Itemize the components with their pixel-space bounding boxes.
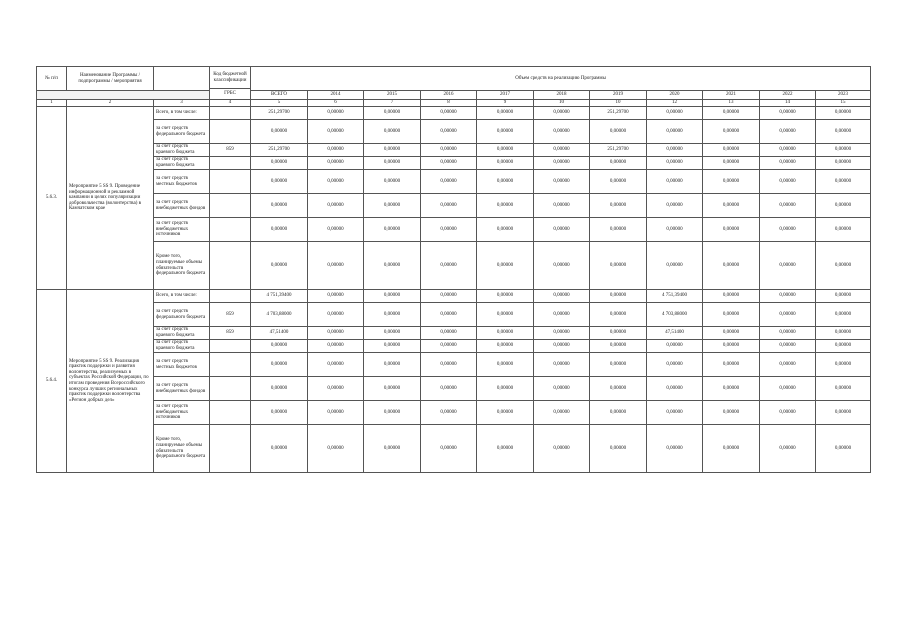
table-row [37,107,871,120]
year-value: 0,00000 [647,144,703,157]
year-value: 0,00000 [590,353,647,377]
year-value: 0,00000 [308,218,364,242]
year-value: 0,00000 [590,290,647,303]
funding-source: Кроме того, планируемые объемы обязательств федерального бюджета [154,425,210,473]
year-value: 0,00000 [308,144,364,157]
header-year: 2015 [364,91,421,100]
total-value: 4 703,88000 [251,303,308,327]
header-total: ВСЕГО [251,91,308,100]
year-value: 0,00000 [421,194,477,218]
year-value: 0,00000 [534,144,590,157]
year-value: 0,00000 [421,340,477,353]
year-value: 0,00000 [703,157,760,170]
total-value: 0,00000 [251,157,308,170]
year-value: 0,00000 [421,425,477,473]
year-value: 0,00000 [421,377,477,401]
header-year: 2021 [703,91,760,100]
year-value: 0,00000 [477,303,534,327]
year-value: 0,00000 [816,120,871,144]
table-row [37,425,871,473]
year-value: 0,00000 [816,303,871,327]
year-value: 0,00000 [590,377,647,401]
total-value: 251,29700 [251,144,308,157]
year-value: 0,00000 [703,340,760,353]
year-value: 0,00000 [364,157,421,170]
year-value: 0,00000 [816,425,871,473]
year-value: 0,00000 [760,340,816,353]
year-value: 0,00000 [760,377,816,401]
column-number: 8 [421,100,477,107]
grbs-code [210,107,251,120]
funding-source: за счет средств внебюджетных источников [154,218,210,242]
year-value: 0,00000 [534,170,590,194]
grbs-code [210,157,251,170]
year-value: 0,00000 [647,425,703,473]
year-value: 0,00000 [477,327,534,340]
year-value: 0,00000 [477,425,534,473]
year-value: 0,00000 [816,353,871,377]
funding-source: за счет средств местных бюджетов [154,170,210,194]
year-value: 0,00000 [760,401,816,425]
column-number: 12 [647,100,703,107]
year-value: 0,00000 [534,340,590,353]
year-value: 0,00000 [703,290,760,303]
column-number: 7 [364,100,421,107]
year-value: 0,00000 [308,425,364,473]
year-value: 0,00000 [477,120,534,144]
year-value: 0,00000 [760,353,816,377]
year-value: 0,00000 [647,194,703,218]
year-value: 0,00000 [308,327,364,340]
year-value: 0,00000 [816,340,871,353]
year-value: 0,00000 [760,170,816,194]
header-year: 2014 [308,91,364,100]
year-value: 0,00000 [477,377,534,401]
header-year: 2017 [477,91,534,100]
year-value: 0,00000 [477,218,534,242]
year-value: 0,00000 [364,327,421,340]
year-value: 0,00000 [703,218,760,242]
year-value: 0,00000 [703,242,760,290]
year-value: 0,00000 [590,425,647,473]
total-value: 0,00000 [251,218,308,242]
header-year: 2018 [534,91,590,100]
year-value: 0,00000 [760,242,816,290]
year-value: 0,00000 [308,194,364,218]
year-value: 0,00000 [421,107,477,120]
year-value: 0,00000 [534,157,590,170]
total-value: 0,00000 [251,425,308,473]
table-row [37,303,871,327]
year-value: 0,00000 [816,194,871,218]
year-value: 0,00000 [816,327,871,340]
total-value: 0,00000 [251,120,308,144]
header-year: 2020 [647,91,703,100]
year-value: 0,00000 [534,290,590,303]
header-grbs: ГРБС [210,89,251,100]
year-value: 0,00000 [647,377,703,401]
year-value: 0,00000 [421,353,477,377]
header-year: 2019 [590,91,647,100]
header-year: 2022 [760,91,816,100]
table-row [37,157,871,170]
year-value: 0,00000 [477,353,534,377]
grbs-code [210,353,251,377]
year-value: 0,00000 [477,401,534,425]
year-value: 0,00000 [477,157,534,170]
year-value: 0,00000 [421,401,477,425]
header-row-gap [37,91,210,100]
year-value: 0,00000 [703,194,760,218]
year-value: 0,00000 [477,242,534,290]
year-value: 0,00000 [364,340,421,353]
year-value: 0,00000 [308,170,364,194]
year-value: 0,00000 [308,401,364,425]
year-value: 0,00000 [703,353,760,377]
year-value: 0,00000 [421,218,477,242]
table-row [37,120,871,144]
year-value: 0,00000 [647,107,703,120]
funding-source: за счет средств федерального бюджета [154,120,210,144]
year-value: 0,00000 [421,144,477,157]
year-value: 0,00000 [703,425,760,473]
year-value: 0,00000 [647,218,703,242]
header-year: 2023 [816,91,871,100]
year-value: 0,00000 [308,377,364,401]
header-year: 2016 [421,91,477,100]
year-value: 0,00000 [477,144,534,157]
year-value: 0,00000 [534,120,590,144]
year-value: 0,00000 [590,170,647,194]
year-value: 47,51400 [647,327,703,340]
year-value: 0,00000 [364,353,421,377]
grbs-code [210,170,251,194]
year-value: 0,00000 [703,377,760,401]
year-value: 0,00000 [534,327,590,340]
grbs-code: 859 [210,303,251,327]
year-value: 0,00000 [364,120,421,144]
column-number: 13 [703,100,760,107]
year-value: 0,00000 [816,218,871,242]
column-number: 10 [534,100,590,107]
table-row [37,290,871,303]
table-row [37,218,871,242]
year-value: 0,00000 [816,107,871,120]
table-row [37,401,871,425]
year-value: 0,00000 [308,107,364,120]
funding-source: за счет средств местных бюджетов [154,353,210,377]
year-value: 0,00000 [421,157,477,170]
grbs-code: 859 [210,144,251,157]
year-value: 0,00000 [308,242,364,290]
year-value: 0,00000 [364,107,421,120]
year-value: 0,00000 [703,107,760,120]
activity-number: 5.6.3. [37,107,67,290]
year-value: 0,00000 [590,242,647,290]
year-value: 0,00000 [421,290,477,303]
grbs-code [210,377,251,401]
column-number: 9 [477,100,534,107]
year-value: 0,00000 [590,218,647,242]
year-value: 0,00000 [760,327,816,340]
table-row [37,353,871,377]
year-value: 0,00000 [703,144,760,157]
year-value: 0,00000 [477,194,534,218]
total-value: 0,00000 [251,401,308,425]
year-value: 0,00000 [647,401,703,425]
year-value: 0,00000 [534,303,590,327]
year-value: 0,00000 [760,218,816,242]
total-value: 0,00000 [251,377,308,401]
total-value: 251,29700 [251,107,308,120]
column-number: 15 [816,100,871,107]
year-value: 0,00000 [703,120,760,144]
column-number: 10 [590,100,647,107]
grbs-code [210,218,251,242]
year-value: 0,00000 [703,401,760,425]
year-value: 0,00000 [590,401,647,425]
year-value: 4 751,39400 [647,290,703,303]
funding-source: за счет средств краевого бюджета [154,340,210,353]
grbs-code [210,401,251,425]
table-row [37,327,871,340]
year-value: 0,00000 [364,144,421,157]
year-value: 0,00000 [647,120,703,144]
funding-source: за счет средств краевого бюджета [154,144,210,157]
year-value: 0,00000 [816,170,871,194]
total-value: 0,00000 [251,194,308,218]
year-value: 0,00000 [760,194,816,218]
year-value: 0,00000 [364,425,421,473]
column-number: 4 [210,100,251,107]
funding-source: Всего, в том числе: [154,107,210,120]
year-value: 0,00000 [421,120,477,144]
grbs-code [210,120,251,144]
grbs-code [210,340,251,353]
year-value: 0,00000 [364,303,421,327]
year-value: 0,00000 [590,120,647,144]
year-value: 0,00000 [534,218,590,242]
year-value: 0,00000 [308,120,364,144]
column-number: 6 [308,100,364,107]
year-value: 0,00000 [760,290,816,303]
total-value: 0,00000 [251,242,308,290]
column-number: 14 [760,100,816,107]
budget-table [36,66,871,473]
year-value: 0,00000 [308,290,364,303]
year-value: 0,00000 [477,170,534,194]
total-value: 0,00000 [251,340,308,353]
table-row [37,144,871,157]
funding-source: Всего, в том числе: [154,290,210,303]
column-number: 3 [154,100,210,107]
activity-name: Мероприятие 5 SS 9. Реализация практик поддержки и развития волонтерства, реализуемых в субъектах Российской Федерации, по итогам проведения Всероссийского конкурса лучших региональных практик поддержки волонтерства «Регион добрых дел» [67,290,154,473]
total-value: 47,51400 [251,327,308,340]
year-value: 0,00000 [308,353,364,377]
activity-name: Мероприятие 5 SS 9. Проведение информационной и рекламной кампании в целях популяризации добровольчества (волонтерства) в Камчатском крае [67,107,154,290]
year-value: 0,00000 [590,327,647,340]
year-value: 0,00000 [364,194,421,218]
year-value: 0,00000 [590,340,647,353]
total-value: 0,00000 [251,170,308,194]
year-value: 0,00000 [703,327,760,340]
year-value: 0,00000 [703,303,760,327]
year-value: 0,00000 [816,290,871,303]
year-value: 0,00000 [364,401,421,425]
year-value: 0,00000 [421,170,477,194]
year-value: 0,00000 [421,327,477,340]
year-value: 0,00000 [816,401,871,425]
year-value: 0,00000 [308,157,364,170]
year-value: 0,00000 [308,340,364,353]
year-value: 0,00000 [760,303,816,327]
header-volume: Объем средств на реализацию Программы [251,67,871,91]
year-value: 0,00000 [816,144,871,157]
activity-number: 5.6.4. [37,290,67,473]
year-value: 0,00000 [590,303,647,327]
year-value: 0,00000 [760,107,816,120]
year-value: 0,00000 [421,303,477,327]
year-value: 0,00000 [647,242,703,290]
year-value: 0,00000 [364,218,421,242]
year-value: 0,00000 [647,340,703,353]
total-value: 4 751,39400 [251,290,308,303]
year-value: 0,00000 [534,353,590,377]
table-row [37,377,871,401]
year-value: 251,29700 [590,107,647,120]
funding-source: за счет средств федерального бюджета [154,303,210,327]
grbs-code [210,290,251,303]
table-row [37,340,871,353]
year-value: 0,00000 [760,425,816,473]
funding-source: за счет средств внебюджетных фондов [154,194,210,218]
year-value: 0,00000 [364,290,421,303]
year-value: 0,00000 [590,157,647,170]
year-value: 0,00000 [534,425,590,473]
header-num: № п/п [37,67,67,91]
year-value: 0,00000 [364,242,421,290]
header-name: Наименование Программы / подпрограммы / мероприятия [67,67,154,91]
year-value: 0,00000 [647,157,703,170]
column-number: 5 [251,100,308,107]
year-value: 0,00000 [534,194,590,218]
year-value: 251,29700 [590,144,647,157]
funding-source: за счет средств внебюджетных фондов [154,377,210,401]
total-value: 0,00000 [251,353,308,377]
year-value: 0,00000 [816,377,871,401]
column-number: 1 [37,100,67,107]
year-value: 0,00000 [477,340,534,353]
year-value: 0,00000 [364,170,421,194]
year-value: 0,00000 [590,194,647,218]
year-value: 0,00000 [534,242,590,290]
year-value: 0,00000 [477,290,534,303]
year-value: 0,00000 [647,353,703,377]
year-value: 4 703,88000 [647,303,703,327]
year-value: 0,00000 [534,401,590,425]
column-number: 2 [67,100,154,107]
funding-source: за счет средств краевого бюджета [154,157,210,170]
year-value: 0,00000 [760,157,816,170]
header-blank [154,67,210,91]
funding-source: за счет средств внебюджетных источников [154,401,210,425]
header-budget-code: Код бюджетной классификации [210,67,251,89]
grbs-code [210,194,251,218]
year-value: 0,00000 [308,303,364,327]
year-value: 0,00000 [647,170,703,194]
year-value: 0,00000 [816,242,871,290]
grbs-code: 859 [210,327,251,340]
grbs-code [210,425,251,473]
grbs-code [210,242,251,290]
table-row [37,242,871,290]
year-value: 0,00000 [534,107,590,120]
year-value: 0,00000 [534,377,590,401]
year-value: 0,00000 [477,107,534,120]
funding-source: Кроме того, планируемые объемы обязательств федерального бюджета [154,242,210,290]
table-row [37,194,871,218]
year-value: 0,00000 [703,170,760,194]
year-value: 0,00000 [816,157,871,170]
year-value: 0,00000 [760,144,816,157]
year-value: 0,00000 [364,377,421,401]
year-value: 0,00000 [421,242,477,290]
table-row [37,170,871,194]
funding-source: за счет средств краевого бюджета [154,327,210,340]
year-value: 0,00000 [760,120,816,144]
